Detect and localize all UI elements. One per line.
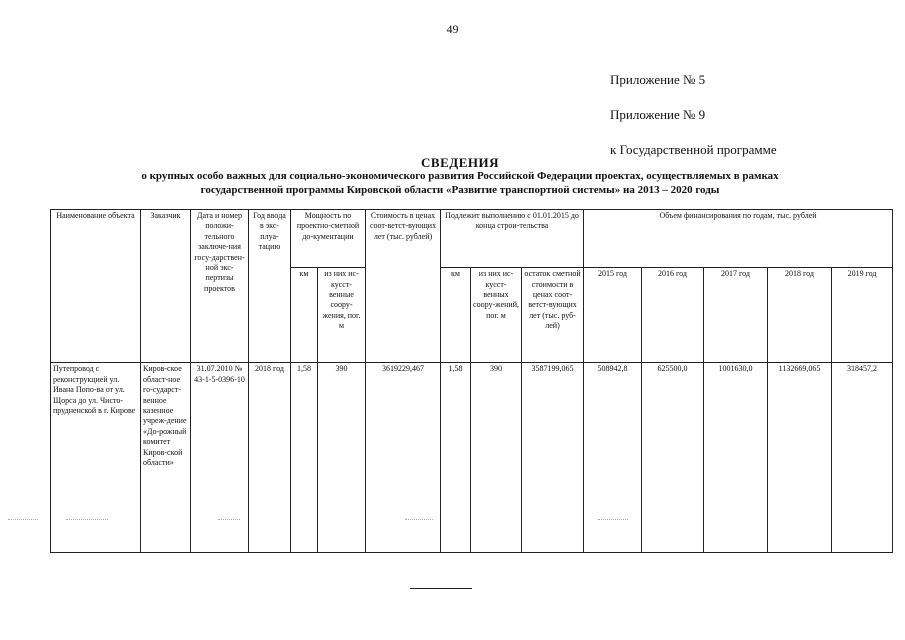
header-remaining-km: км	[441, 268, 471, 363]
cell-remaining-km: 1,58	[441, 363, 471, 553]
scan-artifact	[8, 519, 38, 520]
projects-table	[50, 209, 893, 553]
header-capacity: Мощность по проектно-сметной до-кументации	[291, 210, 366, 268]
cell-expertise: 31.07.2010 № 43-1-5-0396-10	[191, 363, 249, 553]
cell-financing-2019: 318457,2	[832, 363, 893, 553]
header-remaining-structures: из них ис-кусст-венных соору-жений, пог. м	[471, 268, 522, 363]
cell-financing-2017: 1001630,0	[704, 363, 768, 553]
footer-rule	[410, 588, 472, 589]
header-financing: Объем финансирования по годам, тыс. рублей	[584, 210, 893, 268]
scan-artifact	[598, 519, 628, 520]
header-year-2018: 2018 год	[768, 268, 832, 363]
header-cost: Стоимость в ценах соот-ветст-вующих лет (тыс. рублей)	[366, 210, 441, 363]
scan-artifact	[66, 519, 108, 520]
header-remaining: Подлежит выполнению с 01.01.2015 до конца строи-тельства	[441, 210, 584, 268]
header-year-2017: 2017 год	[704, 268, 768, 363]
appendix-line-2: Приложение № 9	[610, 107, 706, 122]
page-number: 49	[446, 22, 459, 36]
cell-financing-2016: 625500,0	[642, 363, 704, 553]
scan-artifact	[405, 519, 433, 520]
header-remaining-balance: остаток сметной стоимости в ценах соот-ветст-вующих лет (тыс. руб-лей)	[522, 268, 584, 363]
cell-remaining-balance: 3587199,065	[522, 363, 584, 553]
cell-customer: Киров-ское област-ное го-сударст-венное казенное учреж-дение «До-рожный комитет Киров-ской области»	[141, 363, 191, 553]
cell-financing-2015: 508942,8	[584, 363, 642, 553]
cell-remaining-structures: 390	[471, 363, 522, 553]
header-capacity-structures: из них ис-кусст-венные соору-жения, пог. м	[318, 268, 366, 363]
cell-cost: 3619229,467	[366, 363, 441, 553]
header-commissioning-year: Год ввода в экс-плуа-тацию	[249, 210, 291, 363]
appendix-line-1: Приложение № 5	[610, 72, 706, 87]
header-capacity-km: км	[291, 268, 318, 363]
scan-artifact	[218, 519, 240, 520]
table-header-row	[51, 210, 893, 268]
cell-object-name: Путепровод с реконструкцией ул. Ивана Попо-ва от ул. Щорса до ул. Чисто-прудненской в г. Кирове	[51, 363, 141, 553]
cell-structures: 390	[318, 363, 366, 553]
document-subtitle-line-2: государственной программы Кировской области «Развитие транспортной системы» на 2013 – 2020 годы	[200, 184, 720, 196]
cell-km: 1,58	[291, 363, 318, 553]
document-heading: СВЕДЕНИЯ	[421, 155, 499, 170]
cell-financing-2018: 1132669,065	[768, 363, 832, 553]
table-row	[51, 363, 893, 553]
header-object-name: Наименование объекта	[51, 210, 141, 363]
appendix-line-3: к Государственной программе	[610, 142, 777, 157]
cell-year: 2018 год	[249, 363, 291, 553]
header-customer: Заказчик	[141, 210, 191, 363]
header-year-2016: 2016 год	[642, 268, 704, 363]
header-year-2019: 2019 год	[832, 268, 893, 363]
document-subtitle-line-1: о крупных особо важных для социально-экономического развития Российской Федерации проектах, осуществляемых в рамках	[141, 170, 779, 182]
header-expertise-date: Дата и номер положи-тельного заключе-ния госу-дарствен-ной экс-пертизы проектов	[191, 210, 249, 363]
header-year-2015: 2015 год	[584, 268, 642, 363]
